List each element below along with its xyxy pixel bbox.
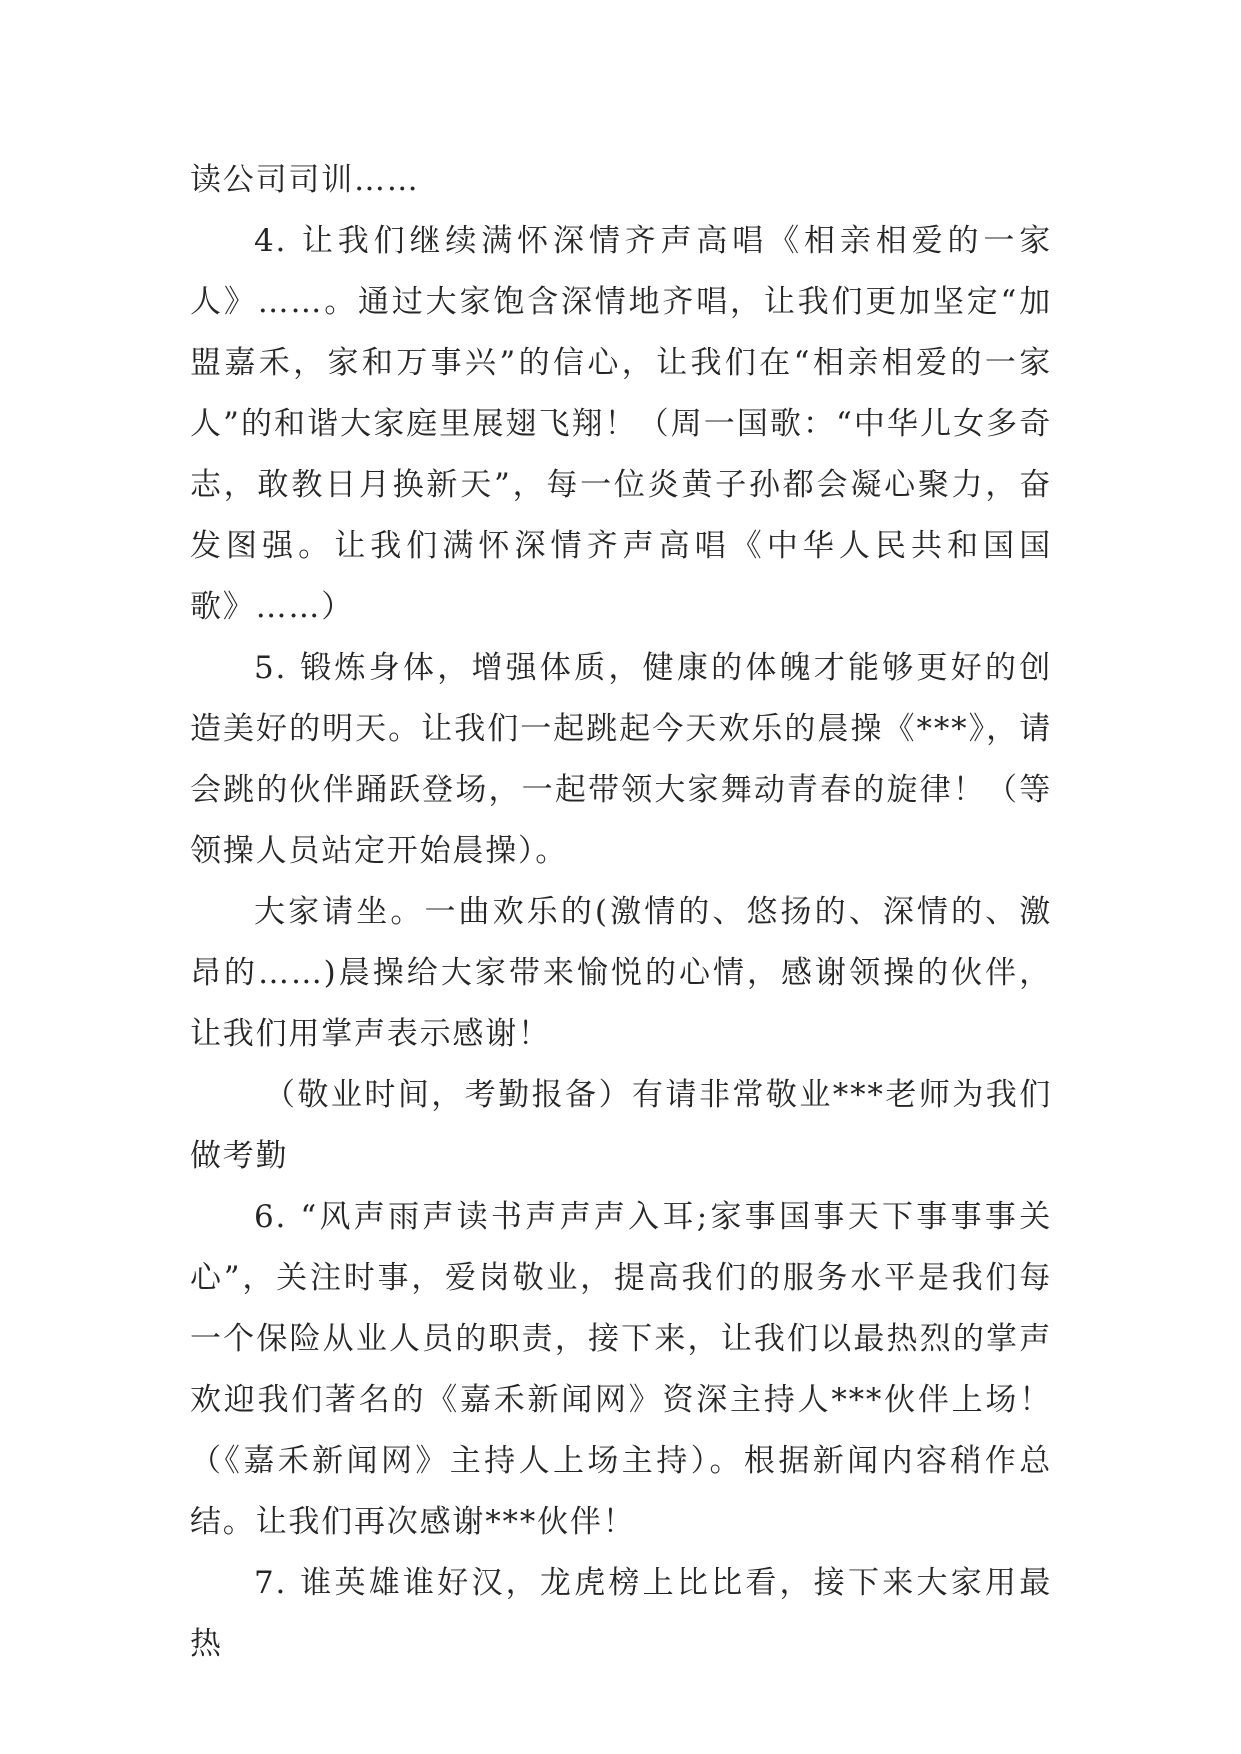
paragraph-item-6: 6. “风声雨声读书声声声入耳;家事国事天下事事事关心”，关注时事，爱岗敬业，提高我们的服务水平是我们每一个保险从业人员的职责，接下来，让我们以最热烈的掌声欢迎我们著名的《嘉禾新闻网》资深主持人***伙伴上场！（《嘉禾新闻网》主持人上场主持）。根据新闻内容稍作总结。让我们再次感谢***伙伴！	[190, 1199, 1052, 1540]
paragraph-item-7: 7. 谁英雄谁好汉，龙虎榜上比比看，接下来大家用最热	[190, 1565, 1052, 1662]
paragraph-please-sit: 大家请坐。一曲欢乐的(激情的、悠扬的、深情的、激昂的……)晨操给大家带来愉悦的心情，感谢领操的伙伴，让我们用掌声表示感谢！	[190, 894, 1052, 1052]
paragraph-item-4: 4. 让我们继续满怀深情齐声高唱《相亲相爱的一家人》……。通过大家饱含深情地齐唱，让我们更加坚定“加盟嘉禾，家和万事兴”的信心，让我们在“相亲相爱的一家人”的和谐大家庭里展翅飞翔！（周一国歌：“中华儿女多奇志，敢教日月换新天”，每一位炎黄子孙都会凝心聚力，奋发图强。让我们满怀深情齐声高唱《中华人民共和国国歌》……）	[190, 223, 1052, 625]
paragraph-item-5: 5. 锻炼身体，增强体质，健康的体魄才能够更好的创造美好的明天。让我们一起跳起今天欢乐的晨操《***》，请会跳的伙伴踊跃登场，一起带领大家舞动青春的旋律！（等领操人员站定开始晨操）。	[190, 650, 1052, 869]
document-body	[190, 150, 1052, 1675]
paragraph-attendance: （敬业时间，考勤报备）有请非常敬业***老师为我们做考勤	[190, 1077, 1052, 1174]
paragraph-continuation: 读公司司训……	[190, 162, 420, 198]
